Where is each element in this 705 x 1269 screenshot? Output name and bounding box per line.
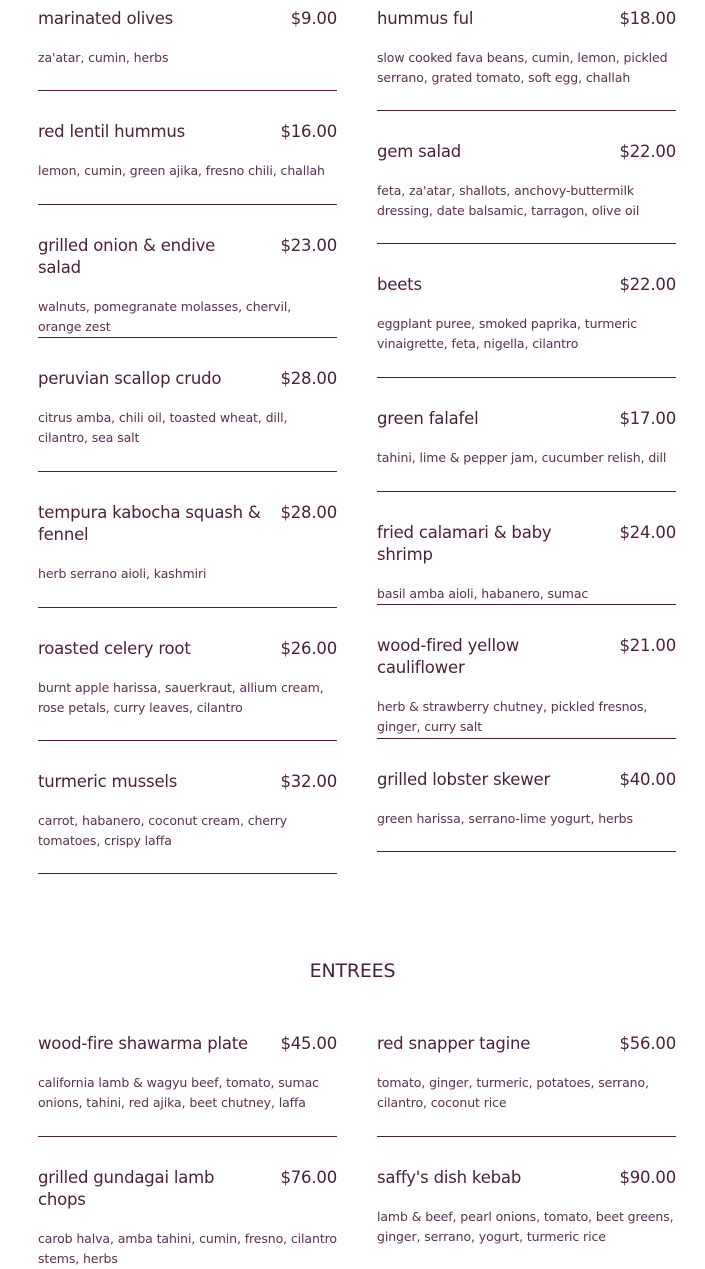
item-price: $24.00: [619, 523, 676, 542]
item-description: za'atar, cumin, herbs: [38, 50, 169, 65]
item-description: lemon, cumin, green ajika, fresno chili, challah: [38, 163, 325, 178]
menu-item: [38, 502, 337, 584]
item-name: red lentil hummus: [38, 122, 186, 141]
item-price: $9.00: [290, 9, 337, 28]
divider: [38, 90, 337, 91]
item-price: $17.00: [619, 409, 676, 428]
item-description: basil amba aioli, habanero, sumac: [377, 586, 589, 601]
menu-item: [38, 1167, 337, 1269]
menu-item: [38, 771, 337, 851]
item-price: $90.00: [619, 1168, 676, 1187]
item-name: hummus ful: [377, 9, 474, 28]
menu-item: [377, 1033, 676, 1113]
menu-item: [377, 635, 676, 737]
section-title-entrees: ENTREES: [309, 960, 396, 982]
item-name: marinated olives: [38, 9, 174, 28]
divider: [38, 471, 337, 472]
item-description: eggplant puree, smoked paprika, turmeric vinaigrette, feta, nigella, cilantro: [377, 316, 638, 351]
item-name: wood-fired yellow cauliflower: [377, 636, 520, 677]
menu-item: [377, 522, 676, 604]
item-description: herb serrano aioli, kashmiri: [38, 566, 207, 581]
divider: [38, 204, 337, 205]
item-price: $16.00: [280, 122, 337, 141]
item-name: beets: [377, 275, 422, 294]
item-description: carrot, habanero, coconut cream, cherry tomatoes, crispy laffa: [38, 813, 288, 848]
divider: [38, 873, 337, 874]
item-price: $21.00: [619, 636, 676, 655]
divider: [38, 1136, 337, 1137]
divider: [377, 110, 676, 111]
item-name: tempura kabocha squash & fennel: [38, 503, 261, 544]
menu-item: [377, 769, 676, 829]
item-name: grilled gundagai lamb chops: [38, 1168, 215, 1209]
divider: [38, 607, 337, 608]
item-description: carob halva, amba tahini, cumin, fresno, cilantro stems, herbs: [38, 1231, 337, 1266]
divider: [377, 1136, 676, 1137]
item-price: $28.00: [280, 503, 337, 522]
item-description: green harissa, serrano-lime yogurt, herbs: [377, 811, 633, 826]
item-description: tomato, ginger, turmeric, potatoes, serrano, cilantro, coconut rice: [377, 1075, 649, 1110]
item-price: $18.00: [619, 9, 676, 28]
item-description: tahini, lime & pepper jam, cucumber relish, dill: [377, 450, 667, 465]
divider: [377, 851, 676, 852]
menu-item: [38, 235, 337, 337]
item-name: red snapper tagine: [377, 1034, 531, 1053]
item-description: california lamb & wagyu beef, tomato, sumac onions, tahini, red ajika, beet chutney, laffa: [38, 1075, 319, 1110]
divider: [377, 377, 676, 378]
item-name: grilled onion & endive salad: [38, 236, 216, 277]
item-description: walnuts, pomegranate molasses, chervil, orange zest: [38, 299, 292, 334]
menu-item: [38, 8, 337, 68]
item-description: herb & strawberry chutney, pickled fresnos, ginger, curry salt: [377, 699, 648, 734]
item-name: gem salad: [377, 142, 462, 161]
item-name: roasted celery root: [38, 639, 191, 658]
menu-item: [38, 638, 337, 718]
item-name: grilled lobster skewer: [377, 770, 551, 789]
item-price: $76.00: [280, 1168, 337, 1187]
menu-item: [38, 1033, 337, 1113]
item-name: saffy's dish kebab: [377, 1168, 522, 1187]
item-name: wood-fire shawarma plate: [38, 1034, 249, 1053]
item-price: $40.00: [619, 770, 676, 789]
menu-item: [377, 274, 676, 354]
item-price: $56.00: [619, 1034, 676, 1053]
item-description: burnt apple harissa, sauerkraut, allium cream, rose petals, curry leaves, cilantro: [38, 680, 324, 715]
item-price: $26.00: [280, 639, 337, 658]
item-price: $28.00: [280, 369, 337, 388]
item-name: peruvian scallop crudo: [38, 369, 222, 388]
item-description: slow cooked fava beans, cumin, lemon, pickled serrano, grated tomato, soft egg, challah: [377, 50, 668, 85]
item-description: lamb & beef, pearl onions, tomato, beet greens, ginger, serrano, yogurt, turmeric rice: [377, 1209, 674, 1244]
menu-item: [377, 1167, 676, 1247]
divider: [38, 740, 337, 741]
item-price: $23.00: [280, 236, 337, 255]
menu-item: [38, 368, 337, 448]
item-price: $32.00: [280, 772, 337, 791]
menu-item: [377, 8, 676, 88]
divider: [377, 243, 676, 244]
item-name: turmeric mussels: [38, 772, 178, 791]
item-name: fried calamari & baby shrimp: [377, 523, 552, 564]
divider: [377, 491, 676, 492]
divider: [377, 738, 676, 739]
item-price: $45.00: [280, 1034, 337, 1053]
item-description: citrus amba, chili oil, toasted wheat, dill, cilantro, sea salt: [38, 410, 288, 445]
menu-item: [38, 121, 337, 181]
item-price: $22.00: [619, 275, 676, 294]
divider: [38, 337, 337, 338]
item-name: green falafel: [377, 409, 479, 428]
item-description: feta, za'atar, shallots, anchovy-buttermilk dressing, date balsamic, tarragon, olive oil: [377, 183, 640, 218]
menu-item: [377, 141, 676, 221]
item-price: $22.00: [619, 142, 676, 161]
menu-item: [377, 408, 676, 468]
divider: [377, 604, 676, 605]
